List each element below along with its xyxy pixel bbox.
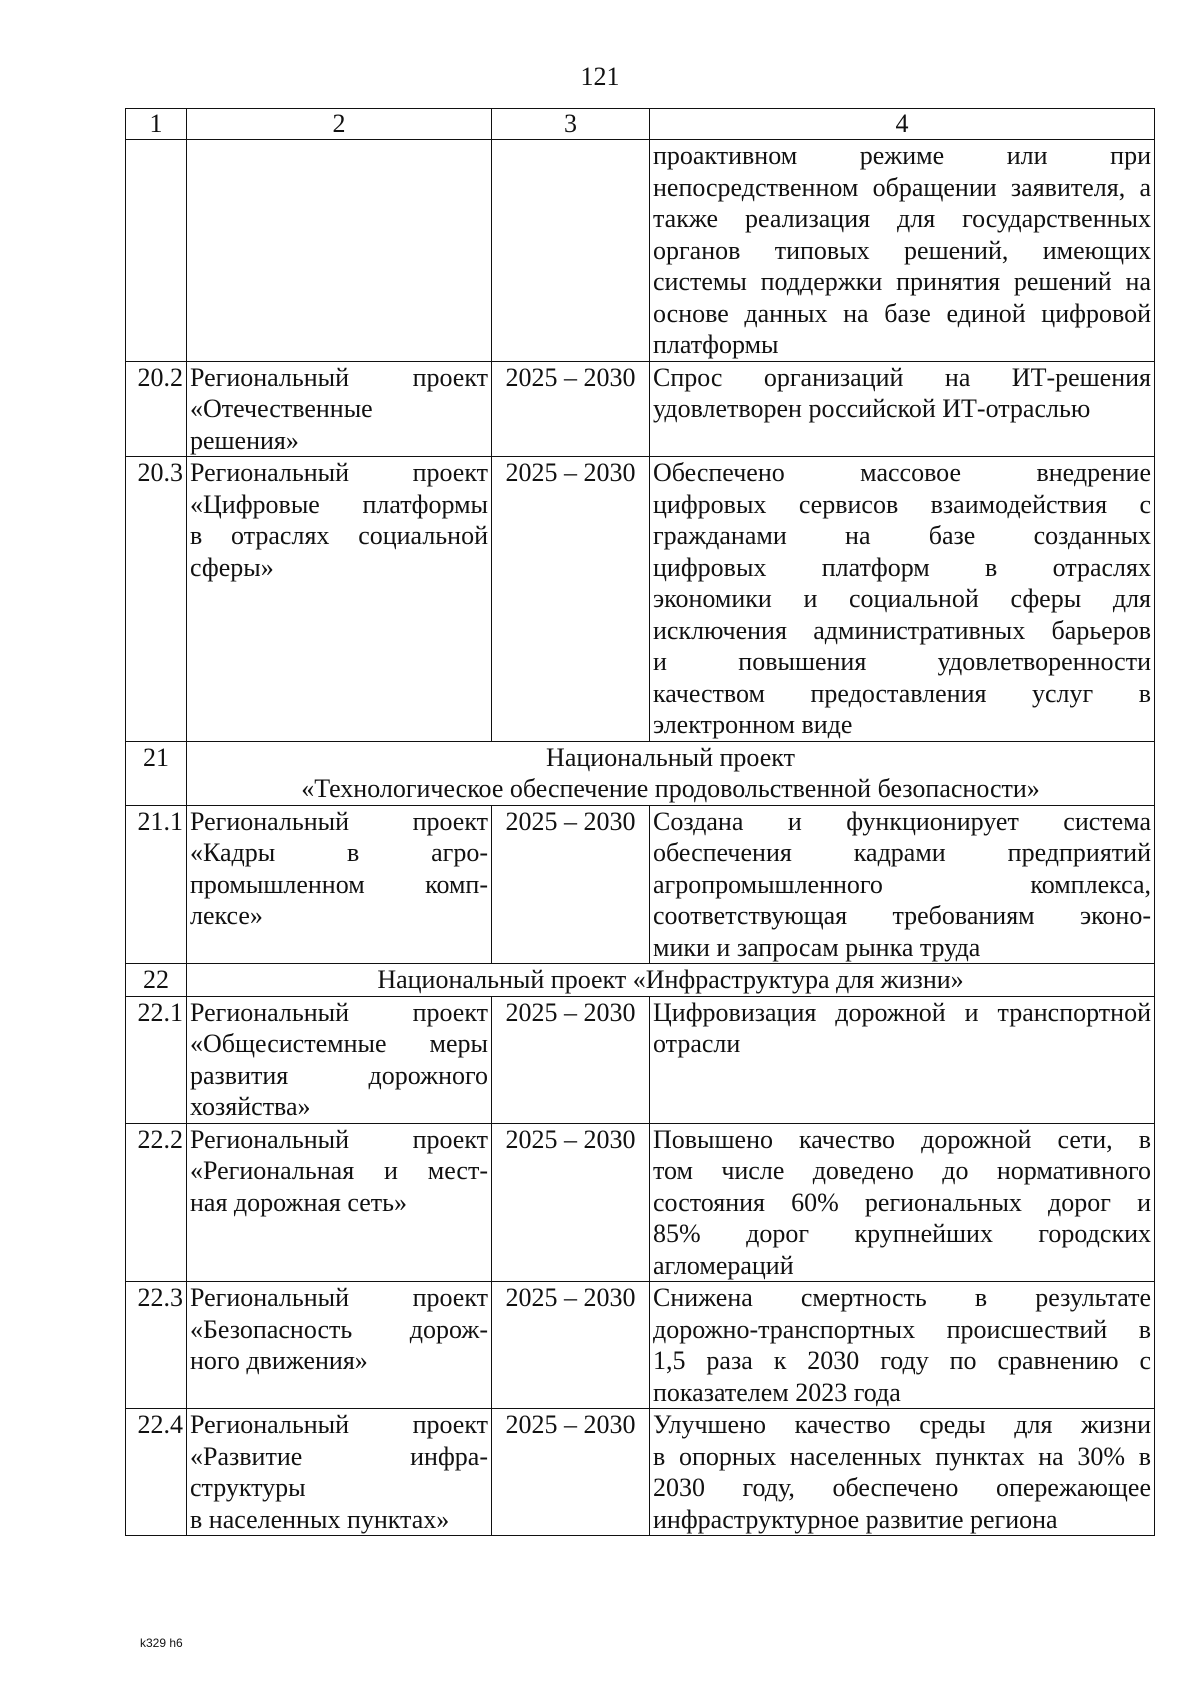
text-line: «Безопасность дорож- bbox=[190, 1314, 488, 1344]
text-line: и повышения удовлетворенности bbox=[653, 647, 1151, 676]
years-cell: 2025 – 2030 bbox=[492, 457, 650, 742]
table-row bbox=[126, 996, 1155, 1123]
text-line: Региональный проект bbox=[190, 458, 488, 487]
text-line: Улучшено качество среды для жизни bbox=[653, 1410, 1151, 1439]
text-line: Региональный проект bbox=[190, 997, 488, 1027]
text-line: также реализация для государственных bbox=[653, 204, 1151, 233]
text-line: Повышено качество дорожной сети, в bbox=[653, 1124, 1151, 1154]
text-line: Региональный проект bbox=[190, 1124, 488, 1154]
table-header-row bbox=[126, 109, 1155, 140]
text-line: дорожно-транспортных происшествий в bbox=[653, 1314, 1151, 1344]
project-name-cell bbox=[187, 1123, 492, 1282]
header-cell: 1 bbox=[126, 109, 187, 140]
text-line: 85% дорог крупнейших городских bbox=[653, 1219, 1151, 1248]
text-line: инфраструктурное развитие региона bbox=[653, 1504, 1058, 1534]
years-cell bbox=[492, 140, 650, 362]
row-number: 20.3 bbox=[126, 457, 187, 742]
header-cell: 2 bbox=[187, 109, 492, 140]
text-line: платформы bbox=[653, 330, 779, 359]
project-name-cell bbox=[187, 361, 492, 457]
project-name-cell bbox=[187, 1409, 492, 1536]
text-line: «Развитие инфра- bbox=[190, 1441, 488, 1471]
text-line: Обеспечено массовое внедрение bbox=[653, 458, 1151, 487]
header-cell: 4 bbox=[650, 109, 1155, 140]
years-cell: 2025 – 2030 bbox=[492, 361, 650, 457]
text-line: обеспечения кадрами предприятий bbox=[653, 838, 1151, 867]
text-line: отрасли bbox=[653, 1029, 741, 1058]
table-row bbox=[126, 805, 1155, 964]
text-line: лексе» bbox=[190, 901, 263, 930]
result-cell bbox=[650, 457, 1155, 742]
section-row bbox=[126, 741, 1155, 805]
text-line: хозяйства» bbox=[190, 1092, 311, 1121]
text-line: ная дорожная сеть» bbox=[190, 1187, 407, 1217]
text-line: состояния 60% региональных дорог и bbox=[653, 1187, 1151, 1217]
text-line: «Цифровые платформы bbox=[190, 489, 488, 519]
project-name-cell bbox=[187, 457, 492, 742]
project-name-cell bbox=[187, 805, 492, 964]
text-line: непосредственном обращении заявителя, а bbox=[653, 172, 1151, 202]
footer-code: k329 h6 bbox=[140, 1636, 183, 1650]
text-line: «Кадры в агро- bbox=[190, 838, 488, 867]
table-row bbox=[126, 457, 1155, 742]
text-line: экономики и социальной сферы для bbox=[653, 584, 1151, 613]
project-cell bbox=[187, 140, 492, 362]
section-title bbox=[187, 964, 1155, 997]
text-line: Региональный проект bbox=[190, 1283, 488, 1312]
text-line: системы поддержки принятия решений на bbox=[653, 267, 1151, 296]
section-number: 21 bbox=[126, 741, 187, 805]
text-line: агропромышленного комплекса, bbox=[653, 869, 1151, 899]
text-line: цифровых платформ в отраслях bbox=[653, 552, 1151, 582]
table-row bbox=[126, 1123, 1155, 1282]
table-row bbox=[126, 361, 1155, 457]
text-line: «Региональная и мест- bbox=[190, 1156, 488, 1185]
project-name-cell bbox=[187, 996, 492, 1123]
section-number: 22 bbox=[126, 964, 187, 997]
row-number: 22.3 bbox=[126, 1282, 187, 1409]
years-cell: 2025 – 2030 bbox=[492, 1282, 650, 1409]
text-line: Региональный проект bbox=[190, 1410, 488, 1439]
text-line: качеством предоставления услуг в bbox=[653, 678, 1151, 708]
text-line: агломераций bbox=[653, 1250, 794, 1280]
result-cell bbox=[650, 996, 1155, 1123]
section-title bbox=[187, 741, 1155, 805]
years-cell: 2025 – 2030 bbox=[492, 805, 650, 964]
text-line: Региональный проект bbox=[190, 806, 488, 836]
section-title-line: Национальный проект bbox=[546, 742, 795, 772]
result-cell bbox=[650, 1409, 1155, 1536]
row-number: 22.1 bbox=[126, 996, 187, 1123]
num-cell bbox=[126, 140, 187, 362]
section-title-line: «Технологическое обеспечение продовольственной безопасности» bbox=[301, 774, 1040, 803]
text-line: гражданами на базе созданных bbox=[653, 521, 1151, 550]
text-line: том числе доведено до нормативного bbox=[653, 1156, 1151, 1185]
row-number: 22.2 bbox=[126, 1123, 187, 1282]
table-row bbox=[126, 1282, 1155, 1409]
text-line: решения» bbox=[190, 425, 299, 455]
text-line: Снижена смертность в результате bbox=[653, 1283, 1151, 1312]
continuation-row bbox=[126, 140, 1155, 362]
text-line: мики и запросам рынка труда bbox=[653, 932, 981, 962]
text-line: проактивном режиме или при bbox=[653, 141, 1151, 170]
text-line: 2030 году, обеспечено опережающее bbox=[653, 1473, 1151, 1502]
text-line: ного движения» bbox=[190, 1346, 368, 1375]
project-name-cell bbox=[187, 1282, 492, 1409]
row-number: 22.4 bbox=[126, 1409, 187, 1536]
text-line: показателем 2023 года bbox=[653, 1377, 901, 1407]
text-line: органов типовых решений, имеющих bbox=[653, 235, 1151, 265]
years-cell: 2025 – 2030 bbox=[492, 1409, 650, 1536]
text-line: Создана и функционирует система bbox=[653, 806, 1151, 836]
section-row bbox=[126, 964, 1155, 997]
text-line: сферы» bbox=[190, 552, 274, 582]
text-line: «Общесистемные меры bbox=[190, 1029, 488, 1058]
text-line: цифровых сервисов взаимодействия с bbox=[653, 489, 1151, 519]
text-line: Спрос организаций на ИТ-решения bbox=[653, 362, 1151, 392]
text-line: электронном виде bbox=[653, 710, 853, 739]
text-line: промышленном комп- bbox=[190, 869, 488, 899]
text-line: «Отечественные bbox=[190, 394, 373, 423]
text-line: соответствующая требованиям эконо- bbox=[653, 901, 1151, 930]
result-cell bbox=[650, 140, 1155, 362]
section-title-line: Национальный проект «Инфраструктура для жизни» bbox=[377, 965, 964, 994]
text-line: в отраслях социальной bbox=[190, 521, 488, 550]
result-cell bbox=[650, 361, 1155, 457]
text-line: в опорных населенных пунктах на 30% в bbox=[653, 1441, 1151, 1471]
table-row bbox=[126, 1409, 1155, 1536]
text-line: в населенных пунктах» bbox=[190, 1504, 450, 1534]
text-line: 1,5 раза к 2030 году по сравнению с bbox=[653, 1346, 1151, 1375]
header-cell: 3 bbox=[492, 109, 650, 140]
text-line: Региональный проект bbox=[190, 362, 488, 392]
text-line: основе данных на базе единой цифровой bbox=[653, 298, 1151, 328]
years-cell: 2025 – 2030 bbox=[492, 1123, 650, 1282]
row-number: 21.1 bbox=[126, 805, 187, 964]
text-line: исключения административных барьеров bbox=[653, 615, 1151, 645]
text-line: Цифровизация дорожной и транспортной bbox=[653, 997, 1151, 1027]
years-cell: 2025 – 2030 bbox=[492, 996, 650, 1123]
projects-table bbox=[125, 108, 1155, 1536]
result-cell bbox=[650, 1282, 1155, 1409]
result-cell bbox=[650, 1123, 1155, 1282]
result-cell bbox=[650, 805, 1155, 964]
text-line: развития дорожного bbox=[190, 1060, 488, 1090]
text-line: удовлетворен российской ИТ-отраслью bbox=[653, 394, 1091, 423]
text-line: структуры bbox=[190, 1473, 306, 1502]
row-number: 20.2 bbox=[126, 361, 187, 457]
page-number: 121 bbox=[580, 62, 620, 91]
